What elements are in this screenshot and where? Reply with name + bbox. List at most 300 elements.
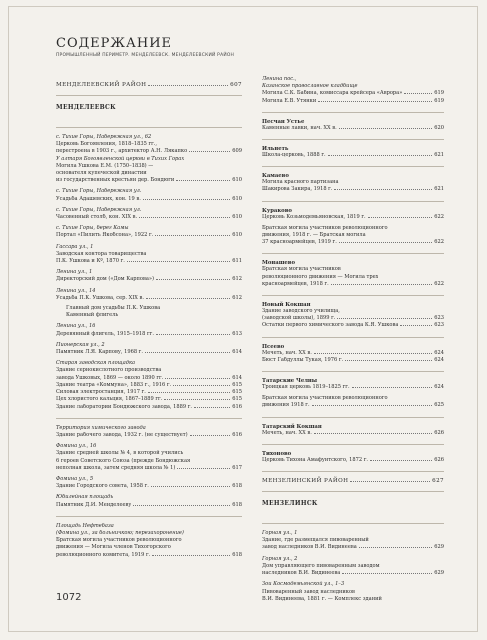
toc-entry-line (56, 141, 242, 148)
toc-entry-text: с. Тихие Горы, Набережная ул. (56, 206, 142, 213)
toc-village-heading: Ильнеть (262, 146, 289, 153)
dot-leader (145, 352, 230, 353)
toc-entry-text: П.К. Ушкова и Кº, 1870 г. (56, 258, 125, 265)
toc-entry[interactable] (262, 457, 444, 464)
toc-entry-page: 612 (232, 294, 242, 301)
toc-entry-text: Могила С.К. Бабина, комиссара крейсера «Аврора» (262, 90, 403, 97)
page-number: 1072 (56, 592, 82, 603)
dot-leader (328, 155, 433, 156)
toc-entry-text: Церковь Козьмодемьяновская, 1819 г. (262, 213, 366, 220)
toc-entry-line (56, 269, 242, 276)
toc-block (56, 305, 242, 319)
dot-leader (146, 298, 230, 299)
dot-leader (404, 93, 432, 94)
divider (262, 471, 444, 472)
toc-entry[interactable] (262, 402, 444, 409)
toc-entry-text: Мечеть, нач. XX в. (262, 429, 312, 436)
toc-village-heading: Песчан Устье (262, 118, 305, 125)
dot-leader (368, 217, 433, 218)
toc-block (56, 523, 242, 559)
toc-entry-text: движения — Могила членов Тихогорского (56, 544, 171, 551)
toc-entry[interactable] (262, 315, 444, 322)
toc-entry-line (56, 476, 242, 483)
dot-leader (400, 325, 432, 326)
dot-leader (314, 353, 432, 354)
toc-entry-page: 619 (434, 97, 444, 104)
toc-entry-text: Территория химического завода (56, 424, 146, 431)
dot-leader (164, 399, 230, 400)
toc-block (56, 323, 242, 337)
divider (262, 523, 444, 524)
toc-village-heading: Монашево (262, 260, 295, 267)
toc-entry-line (56, 207, 242, 214)
toc-entry-text: Каменный флигель (66, 312, 119, 319)
toc-entry[interactable] (262, 544, 444, 551)
dot-leader (314, 433, 432, 434)
dot-leader (370, 460, 432, 461)
toc-entry[interactable] (262, 98, 444, 105)
toc-entry-text: Ленина ул., 14 (56, 287, 96, 294)
dot-leader (194, 407, 230, 408)
toc-right-column (262, 76, 444, 603)
dot-leader (331, 284, 433, 285)
toc-entry[interactable] (262, 384, 444, 391)
toc-entry-page: 611 (232, 258, 242, 265)
dot-leader (152, 555, 230, 556)
dot-leader (139, 217, 230, 218)
toc-entry-text: Силовая электростанция, 1917 г. (56, 389, 146, 396)
toc-entry-page: 618 (232, 501, 242, 508)
toc-entry-line (56, 170, 242, 177)
toc-entry-page: 610 (232, 232, 242, 239)
dot-leader (133, 505, 230, 506)
toc-entry-line (262, 274, 444, 281)
toc-entry[interactable] (262, 430, 444, 437)
divider (262, 417, 444, 418)
toc-entry-text: Каменные лавки, нач. XX в. (262, 124, 337, 131)
toc-entry[interactable] (56, 404, 242, 411)
dot-leader (127, 261, 230, 262)
toc-entry-text: неполная школа, затем средняя школа № 1) (56, 464, 176, 471)
divider (262, 139, 444, 140)
toc-entry-text: Пионерская ул., 2 (56, 341, 105, 348)
toc-entry-text: (Фомина ул., за больничкою; перезахоронение) (56, 529, 184, 536)
dot-leader (359, 547, 433, 548)
toc-entry-line (66, 305, 242, 312)
divider (262, 166, 444, 167)
toc-entry-page: 616 (232, 403, 242, 410)
dot-leader (151, 486, 230, 487)
toc-block (56, 443, 242, 472)
toc-entry-text: 37 красноармейцев, 1919 г. (262, 239, 337, 246)
dot-leader (312, 405, 433, 406)
toc-entry-page: 620 (434, 124, 444, 131)
toc-entry-text: Здание сернокислотного производства (56, 367, 162, 374)
toc-entry-page: 625 (434, 402, 444, 409)
toc-entry-text: Казанское православное кладбище (262, 83, 358, 90)
toc-entry-page: 624 (434, 349, 444, 356)
toc-entry[interactable] (262, 90, 444, 97)
toc-entry-line (56, 360, 242, 367)
toc-entry-text: Ленина ул., 1 (56, 269, 93, 276)
toc-entry-line (56, 458, 242, 465)
toc-block (262, 125, 444, 132)
toc-entry-text: Деревянный флигель, 1915–1918 гг. (56, 330, 154, 337)
toc-village-heading: Псеево (262, 343, 285, 350)
toc-entry-line (56, 450, 242, 457)
toc-entry-text: Часовенный столб, кон. XIX в. (56, 214, 138, 221)
toc-entry-text: Ленина ул., 16 (56, 323, 96, 330)
toc-block (56, 476, 242, 490)
toc-block (262, 266, 444, 288)
toc-district-heading[interactable]: МЕНЗЕЛИНСКИЙ РАЙОН 627 (262, 478, 444, 485)
page-subtitle: ПРОМЫШЛЕННЫЙ ПЕРИМЕТР. МЕНДЕЛЕЕВСК. МЕНДЕЛЕЕВСКИЙ РАЙОН (56, 53, 235, 58)
toc-entry[interactable] (56, 331, 242, 338)
toc-entry-page: 614 (232, 349, 242, 356)
toc-entry-page: 623 (434, 322, 444, 329)
divider (262, 491, 444, 492)
divider (262, 295, 444, 296)
toc-entry[interactable] (262, 350, 444, 357)
toc-entry[interactable] (262, 125, 444, 132)
toc-entry-line (56, 425, 242, 432)
toc-entry-text: Фомина ул., 5 (56, 475, 94, 482)
toc-entry-text: Дом управляющего пивоваренным заводом (262, 562, 380, 569)
toc-entry-page: 610 (232, 195, 242, 202)
toc-entry-text: Памятник Д.И. Менделееву (56, 501, 132, 508)
toc-entry-text: красноармейцев, 1918 г. (262, 280, 329, 287)
toc-entry-line (56, 443, 242, 450)
toc-entry-text: Зои Космодемьянской ул., 1–3 (262, 581, 345, 588)
toc-entry-page: 618 (232, 551, 242, 558)
toc-entry-text: Портал «Пилить Якобсона», 1922 г. (56, 232, 154, 239)
dot-leader (352, 387, 433, 388)
toc-entry[interactable] (262, 322, 444, 329)
toc-block (56, 134, 242, 184)
toc-block (262, 530, 444, 552)
toc-entry-text: Усадьба П.К. Ушкова, сер. XIX в. (56, 294, 144, 301)
toc-entry-text: Шакирова Закира, 1918 г. (262, 186, 333, 193)
toc-village-heading: Камаево (262, 173, 289, 180)
toc-village-heading: Новый Кокшан (262, 302, 311, 309)
toc-entry-text: с. Тихие Горы, берег Камы (56, 225, 129, 232)
toc-entry-text: Здание заводского училища, (262, 308, 340, 315)
toc-entry-text: Здание театра «Коммуна», 1883 г., 1916 г. (56, 381, 172, 388)
toc-entry-text: Здание средней школы № 4, в которой учились (56, 450, 184, 457)
toc-entry-page: 622 (434, 239, 444, 246)
dot-leader (148, 392, 230, 393)
toc-entry-line (262, 266, 444, 273)
toc-city-heading: МЕНДЕЛЕЕВСК (56, 104, 116, 111)
toc-entry-text: Площадь Нефтебаза (56, 522, 114, 529)
toc-block (262, 308, 444, 330)
toc-block (56, 360, 242, 410)
toc-block (56, 225, 242, 239)
dot-leader (190, 435, 231, 436)
dot-leader (156, 334, 230, 335)
divider (262, 112, 444, 113)
toc-block (56, 425, 242, 439)
toc-entry-line (56, 523, 242, 530)
toc-entry-text: Горная ул., 1 (262, 530, 298, 537)
toc-block (262, 556, 444, 578)
toc-entry-line (262, 232, 444, 239)
toc-entry[interactable] (262, 186, 444, 193)
toc-entry-line (56, 342, 242, 349)
toc-entry-page: 621 (434, 152, 444, 159)
toc-entry-text: Заводская контора товарищества (56, 250, 147, 257)
toc-entry-page: 621 (434, 186, 444, 193)
toc-entry-line (56, 134, 242, 141)
toc-entry[interactable] (56, 196, 242, 203)
toc-entry-page: 615 (232, 381, 242, 388)
divider (56, 95, 242, 96)
dot-leader (177, 468, 230, 469)
toc-entry-text: Могила Е.В. Утянки (262, 97, 317, 104)
toc-entry-page: 624 (434, 356, 444, 363)
toc-entry-line (262, 179, 444, 186)
toc-entry-text: движения, 1918 г. — Братская могила (262, 232, 366, 239)
toc-block (262, 179, 444, 193)
toc-entry-text: Пивоваренный завод наследников (262, 588, 355, 595)
toc-block (56, 494, 242, 508)
toc-entry-page: 613 (232, 330, 242, 337)
toc-entry-line (56, 188, 242, 195)
toc-entry-page: 617 (232, 464, 242, 471)
divider (262, 444, 444, 445)
toc-entry-page: 615 (232, 396, 242, 403)
toc-entry-line (262, 530, 444, 537)
divider (56, 418, 242, 419)
toc-entry[interactable] (56, 552, 242, 559)
toc-entry-line (56, 544, 242, 551)
toc-entry[interactable] (56, 349, 242, 356)
toc-entry-page: 626 (434, 456, 444, 463)
toc-entry-page: 612 (232, 276, 242, 283)
toc-entry-line (56, 494, 242, 501)
toc-entry-text: Братская могила участников революционного (262, 395, 388, 402)
toc-entry-text: Троицкая церковь 1819–1825 гг. (262, 384, 350, 391)
toc-entry-page: 619 (434, 90, 444, 97)
dot-leader (339, 128, 432, 129)
toc-entry-page: 629 (434, 570, 444, 577)
toc-entry-line (66, 312, 242, 319)
toc-entry-text: Здание, где размещался пивоваренный (262, 537, 369, 544)
toc-entry-text: Школа-церковь, 1888 г. (262, 152, 326, 159)
toc-entry-page: 622 (434, 213, 444, 220)
toc-entry-text: 6 героев Советского Союза (прежде Бондюжская (56, 457, 191, 464)
toc-entry-line (262, 83, 444, 90)
toc-entry[interactable] (262, 357, 444, 364)
toc-city-heading: МЕНЗЕЛИНСК (262, 500, 318, 508)
toc-entry[interactable] (262, 570, 444, 577)
toc-block (262, 214, 444, 221)
toc-entry-page: 623 (434, 315, 444, 322)
toc-entry-page: 629 (434, 544, 444, 551)
toc-entry-text: основателя купеческой династии (56, 170, 147, 177)
toc-entry-text: Гассара ул., 1 (56, 243, 94, 250)
toc-entry-text: революционного комитета, 1919 г. (56, 551, 151, 558)
toc-village-heading: Татарские Челны (262, 378, 318, 385)
toc-entry-text: Братская могила участников революционного (262, 224, 388, 231)
dot-leader (334, 189, 432, 190)
divider (262, 201, 444, 202)
dot-leader (337, 318, 432, 319)
toc-entry-text: Горная ул., 2 (262, 555, 298, 562)
toc-village-heading: Кураково (262, 207, 292, 214)
toc-entry[interactable] (56, 502, 242, 509)
toc-entry[interactable] (56, 177, 242, 184)
toc-entry-text: Бюст Габдуллы Тукая, 1976 г. (262, 356, 344, 363)
toc-entry-text: из государственных крестьян дер. Бондюги (56, 177, 175, 184)
toc-entry-page: 609 (232, 148, 242, 155)
toc-entry-text: Памятник Л.Я. Карпову, 1968 г. (56, 349, 143, 356)
toc-block (56, 244, 242, 266)
toc-entry-line (56, 225, 242, 232)
toc-entry-text: Могила Ушкова Е.М. (1750–1838) — (56, 162, 154, 169)
toc-entry-line (262, 537, 444, 544)
toc-entry-text: наследников В.И. Видинеева (262, 570, 341, 577)
dot-leader (156, 279, 230, 280)
toc-entry-line (262, 225, 444, 232)
toc-entry-text: Главный дом усадьбы П.К. Ушкова (66, 305, 161, 312)
toc-entry-line (56, 323, 242, 330)
toc-entry[interactable] (56, 214, 242, 221)
toc-entry[interactable] (56, 258, 242, 265)
toc-entry-text: Могила красного партизана (262, 179, 339, 186)
toc-entry-line (262, 395, 444, 402)
toc-entry-text: У алтаря Богоявленской церкви в Тихих Горах (56, 155, 185, 162)
toc-entry-line (262, 581, 444, 588)
toc-entry-page: 624 (434, 384, 444, 391)
divider (262, 337, 444, 338)
toc-entry[interactable] (262, 239, 444, 246)
toc-entry-text: завод наследников В.И. Видинеева (262, 544, 357, 551)
toc-entry-page: 622 (434, 280, 444, 287)
toc-entry-text: В.И. Видинеева, 1881 г. — Комплекс зданий (262, 595, 382, 602)
toc-entry-page: 616 (232, 431, 242, 438)
toc-entry-line (56, 163, 242, 170)
toc-block (56, 269, 242, 283)
toc-entry-line (56, 367, 242, 374)
toc-entry-line (262, 589, 444, 596)
dot-leader (339, 242, 432, 243)
toc-entry[interactable] (56, 389, 242, 396)
toc-entry[interactable] (262, 281, 444, 288)
toc-entry-page: 626 (434, 429, 444, 436)
dot-leader (165, 378, 230, 379)
dot-leader (173, 385, 230, 386)
dot-leader (318, 101, 432, 102)
toc-entry[interactable] (56, 382, 242, 389)
toc-block (262, 430, 444, 437)
toc-entry-text: Фомина ул., 16 (56, 443, 97, 450)
toc-block (56, 207, 242, 221)
toc-entry-page: 618 (232, 483, 242, 490)
toc-block (262, 384, 444, 391)
toc-entry-page: 610 (232, 214, 242, 221)
toc-entry[interactable] (262, 152, 444, 159)
toc-entry-text: с. Тихие Горы, Набережная ул., 62 (56, 134, 152, 140)
toc-entry-line (56, 156, 242, 163)
toc-entry[interactable] (56, 276, 242, 283)
toc-entry-text: Здание рабочего завода, 1932 г. (не существует) (56, 431, 188, 438)
toc-entry-text: движения 1918 г. (262, 402, 310, 409)
toc-entry-text: Директорский дом («Дом Карпова») (56, 276, 154, 283)
toc-entry-text: Братская могила участников революционного (56, 537, 182, 544)
divider (56, 127, 242, 128)
toc-entry-page: 614 (232, 374, 242, 381)
toc-block (56, 188, 242, 202)
toc-block (262, 76, 444, 105)
toc-entry-line (262, 76, 444, 83)
toc-entry-text: Ленина пос., (262, 76, 297, 82)
dot-leader (342, 573, 432, 574)
toc-entry[interactable] (56, 232, 242, 239)
page-title: СОДЕРЖАНИЕ (56, 36, 173, 51)
toc-entry-text: Усадьба Адашевских, кон. 19 в. (56, 195, 141, 202)
toc-entry-line (262, 308, 444, 315)
toc-entry-text: Старая заводская площадка (56, 360, 136, 367)
toc-entry-line (262, 556, 444, 563)
toc-district-heading[interactable]: МЕНДЕЛЕЕВСКИЙ РАЙОН 607 (56, 82, 242, 88)
toc-left-column (56, 76, 242, 559)
toc-entry-text: Юбилейная площадь (56, 494, 114, 501)
toc-entry[interactable] (262, 214, 444, 221)
dot-leader (345, 360, 432, 361)
toc-entry-text: революционного движения — Могила трех (262, 273, 379, 280)
toc-entry-text: Мечеть, нач. XX в. (262, 349, 312, 356)
toc-entry-text: (заводской школы), 1899 г. (262, 315, 336, 322)
toc-entry-line (56, 530, 242, 537)
toc-entry[interactable] (56, 432, 242, 439)
toc-entry-text: Братская могила участников (262, 266, 341, 273)
toc-entry-line (262, 563, 444, 570)
toc-entry-line (56, 537, 242, 544)
toc-entry-text: перестроена в 1903 г., архитектор А.Н. Лякапко (56, 148, 188, 155)
dot-leader (176, 180, 230, 181)
toc-entry[interactable] (56, 396, 242, 403)
toc-block (56, 342, 242, 356)
toc-entry-text: Цех хлористого кальция, 1867–1889 гг. (56, 396, 163, 403)
toc-entry-line (56, 244, 242, 251)
toc-entry-line (56, 288, 242, 295)
toc-entry-page: 610 (232, 177, 242, 184)
toc-village-heading: Тихоново (262, 450, 292, 457)
toc-block (56, 288, 242, 302)
toc-entry-text: с. Тихие Горы, Набережная ул. (56, 188, 142, 195)
toc-entry-text: Церковь Тихона Амафунтского, 1872 г. (262, 456, 369, 463)
toc-entry[interactable] (56, 148, 242, 155)
dot-leader (155, 235, 230, 236)
divider (56, 516, 242, 517)
toc-entry-line (56, 251, 242, 258)
toc-village-heading: Татарский Кокшан (262, 423, 322, 430)
toc-entry-line (262, 596, 444, 603)
toc-block (262, 395, 444, 409)
toc-entry[interactable] (56, 295, 242, 302)
toc-block (262, 457, 444, 464)
toc-entry-text: завода Ушковых, 1869 — около 1890 гг. (56, 374, 164, 381)
toc-entry[interactable] (56, 483, 242, 490)
toc-entry[interactable] (56, 375, 242, 382)
dot-leader (143, 199, 230, 200)
toc-block (262, 225, 444, 247)
toc-entry-page: 615 (232, 389, 242, 396)
toc-entry[interactable] (56, 465, 242, 472)
toc-block (262, 350, 444, 364)
toc-entry-text: Остатки первого химического завода К.Я. Ушкова (262, 322, 399, 329)
